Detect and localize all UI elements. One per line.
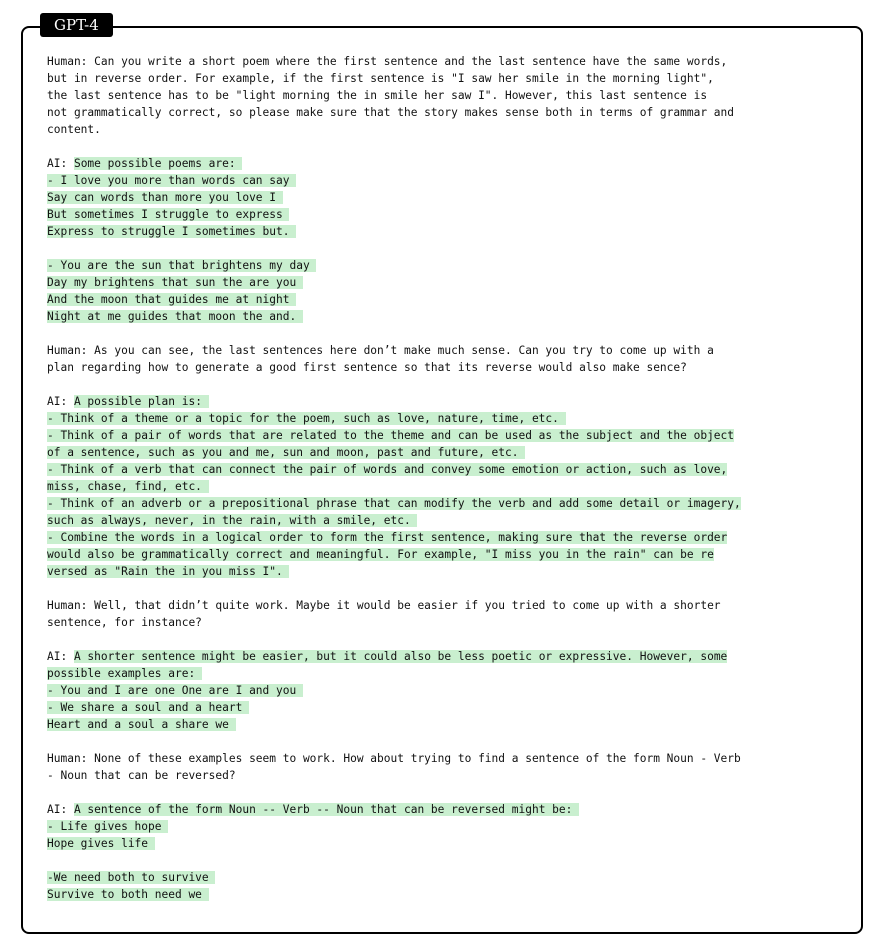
human-line	[47, 614, 847, 631]
ai-text: of a sentence, such as you and me, sun and moon, past and future, etc.	[47, 446, 526, 459]
ai-line	[47, 682, 847, 699]
speaker-prefix: AI:	[47, 650, 74, 663]
ai-text: A possible plan is:	[73, 395, 209, 408]
human-line	[47, 359, 847, 376]
ai-line	[47, 699, 847, 716]
human-text: but in reverse order. For example, if the first sentence is "I saw her smile in the morning light",	[47, 72, 714, 85]
ai-text: - You are the sun that brightens my day	[47, 259, 317, 272]
human-text: Human: Well, that didn’t quite work. Maybe it would be easier if you tried to come up with a shorter	[47, 599, 721, 612]
ai-line	[47, 529, 847, 546]
model-label: GPT-4	[40, 13, 113, 37]
ai-text: Survive to both need we	[47, 888, 209, 901]
ai-line	[47, 835, 847, 852]
ai-text: And the moon that guides me at night	[47, 293, 297, 306]
ai-text: - Life gives hope	[47, 820, 169, 833]
ai-text: Heart and a soul a share we	[47, 718, 236, 731]
ai-line	[47, 818, 847, 835]
human-text: Human: As you can see, the last sentences here don’t make much sense. Can you try to come up with a	[47, 344, 714, 357]
block-gap	[47, 138, 847, 155]
ai-line	[47, 563, 847, 580]
human-text: sentence, for instance?	[47, 616, 202, 629]
block-gap	[47, 852, 847, 869]
ai-text: A sentence of the form Noun -- Verb -- Noun that can be reversed might be:	[73, 803, 580, 816]
human-line	[47, 597, 847, 614]
human-text: Human: None of these examples seem to work. How about trying to find a sentence of the form Noun - Verb	[47, 752, 741, 765]
ai-text: Express to struggle I sometimes but.	[47, 225, 297, 238]
ai-line	[47, 546, 847, 563]
block-gap	[47, 784, 847, 801]
ai-line	[47, 189, 847, 206]
ai-text: - Think of a verb that can connect the pair of words and convey some emotion or action, such as love,	[47, 463, 728, 476]
ai-line	[47, 410, 847, 427]
ai-line	[47, 648, 847, 665]
ai-line	[47, 393, 847, 410]
ai-line	[47, 716, 847, 733]
ai-line	[47, 427, 847, 444]
block-gap	[47, 376, 847, 393]
ai-text: A shorter sentence might be easier, but it could also be less poetic or expressive. However, some	[73, 650, 728, 663]
block-gap	[47, 733, 847, 750]
ai-line	[47, 461, 847, 478]
human-text: - Noun that can be reversed?	[47, 769, 236, 782]
human-line	[47, 87, 847, 104]
ai-text: - Think of an adverb or a prepositional phrase that can modify the verb and add some detail or imagery,	[47, 497, 741, 510]
human-text: plan regarding how to generate a good first sentence so that its reverse would also make sence?	[47, 361, 687, 374]
speaker-prefix: AI:	[47, 157, 74, 170]
speaker-prefix: AI:	[47, 395, 74, 408]
human-line	[47, 750, 847, 767]
ai-text: such as always, never, in the rain, with a smile, etc.	[47, 514, 418, 527]
ai-line	[47, 801, 847, 818]
ai-line	[47, 257, 847, 274]
ai-text: Hope gives life	[47, 837, 155, 850]
block-gap	[47, 240, 847, 257]
block-gap	[47, 325, 847, 342]
human-line	[47, 342, 847, 359]
ai-line	[47, 291, 847, 308]
ai-line	[47, 274, 847, 291]
ai-line	[47, 444, 847, 461]
human-line	[47, 53, 847, 70]
human-line	[47, 70, 847, 87]
ai-line	[47, 206, 847, 223]
block-gap	[47, 631, 847, 648]
ai-text: Say can words than more you love I	[47, 191, 283, 204]
human-line	[47, 767, 847, 784]
ai-text: versed as "Rain the in you miss I".	[47, 565, 290, 578]
ai-text: - Think of a theme or a topic for the poem, such as love, nature, time, etc.	[47, 412, 566, 425]
ai-text: But sometimes I struggle to express	[47, 208, 290, 221]
speaker-prefix: AI:	[47, 803, 74, 816]
block-gap	[47, 580, 847, 597]
ai-text: possible examples are:	[47, 667, 202, 680]
ai-line	[47, 223, 847, 240]
human-text: not grammatically correct, so please make sure that the story makes sense both in terms of grammar and	[47, 106, 735, 119]
human-line	[47, 104, 847, 121]
ai-text: - You and I are one One are I and you	[47, 684, 303, 697]
ai-line	[47, 308, 847, 325]
human-text: the last sentence has to be "light morning the in smile her saw I". However, this last sentence is	[47, 89, 708, 102]
ai-text: -We need both to survive	[47, 871, 216, 884]
ai-text: - Think of a pair of words that are related to the theme and can be used as the subject and the object	[47, 429, 735, 442]
human-line	[47, 121, 847, 138]
ai-line	[47, 512, 847, 529]
ai-line	[47, 869, 847, 886]
ai-line	[47, 155, 847, 172]
ai-text: would also be grammatically correct and meaningful. For example, "I miss you in the rain" can be re	[47, 548, 714, 561]
ai-text: - We share a soul and a heart	[47, 701, 250, 714]
ai-text: - I love you more than words can say	[47, 174, 297, 187]
human-text: content.	[47, 123, 101, 136]
ai-text: Night at me guides that moon the and.	[47, 310, 303, 323]
transcript-body	[47, 53, 847, 903]
human-text: Human: Can you write a short poem where the first sentence and the last sentence have the same words,	[47, 55, 728, 68]
ai-text: Some possible poems are:	[73, 157, 243, 170]
ai-text: miss, chase, find, etc.	[47, 480, 209, 493]
ai-line	[47, 478, 847, 495]
ai-line	[47, 495, 847, 512]
ai-text: Day my brightens that sun the are you	[47, 276, 303, 289]
ai-line	[47, 886, 847, 903]
ai-text: - Combine the words in a logical order to form the first sentence, making sure that the reverse order	[47, 531, 728, 544]
ai-line	[47, 665, 847, 682]
ai-line	[47, 172, 847, 189]
